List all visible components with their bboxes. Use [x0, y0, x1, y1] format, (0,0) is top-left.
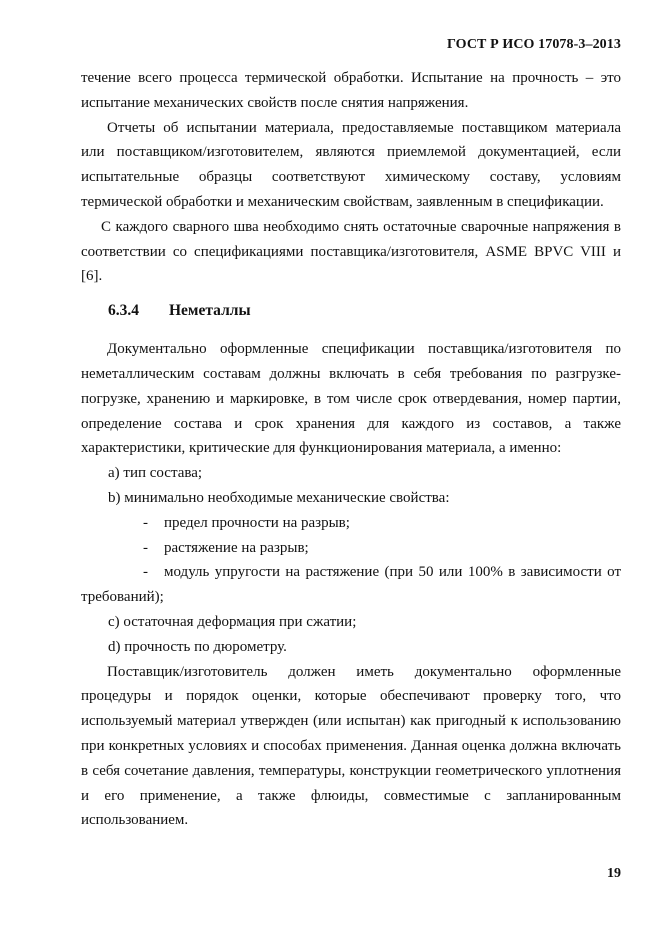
sub-list-item-text: модуль упругости на растяжение (при 50 или 100% в зависимости от требований); [81, 564, 621, 606]
list-item-d: d) прочность по дюрометру. [108, 638, 287, 655]
document-header: ГОСТ Р ИСО 17078-3–2013 [447, 37, 621, 52]
paragraph-nonmetal-specs: Документально оформленные спецификации поставщика/изготовителя по неметаллическим составам должны включать в себя требования по разгрузке-погрузке, хранению и маркировке, в том числе срок отвердевания, номер партии, определение состава и срок хранения для каждого из составов, а также характеристики, критические для функционирования материала, а именно: [81, 341, 621, 457]
paragraph-evaluation: Поставщик/изготовитель должен иметь документально оформленные процедуры и порядок оценки, которые обеспечивают проверку того, что используемый материал утвержден (или испытан) как пригодный к использованию при конкретных условиях и способах применения. Данная оценка должна включать в себя сочетание давления, температуры, конструкции геометрического уплотнения и его применение, а также флюиды, совместимые с запланированным использованием. [81, 663, 621, 829]
section-title: Неметаллы [169, 302, 251, 320]
sub-list-item [81, 536, 621, 561]
section-number: 6.3.4 [108, 302, 139, 320]
sub-list-item-text: растяжение на разрыв; [164, 539, 309, 556]
sub-list-item-text: предел прочности на разрыв; [164, 514, 350, 531]
paragraph-weld-stress: С каждого сварного шва необходимо снять остаточные сварочные напряжения в соответствии со спецификациями поставщика/изготовителя, ASME BPVC VIII и [6]. [81, 218, 621, 285]
paragraph-test-reports: Отчеты об испытании материала, предоставляемые поставщиком материала или поставщиком/изготовителем, являются приемлемой документацией, если испытательные образцы соответствуют химическому составу, условиям термической обработки и механическим свойствам, заявленным в спецификации. [81, 119, 621, 210]
list-item-b: b) минимально необходимые механические свойства: [108, 489, 450, 506]
list-item-c: с) остаточная деформация при сжатии; [108, 613, 357, 630]
dash-marker: - [143, 539, 148, 556]
page-number: 19 [607, 866, 621, 881]
dash-marker: - [143, 514, 148, 531]
paragraph-continuation: течение всего процесса термической обработки. Испытание на прочность – это испытание механических свойств после снятия напряжения. [81, 70, 621, 111]
dash-marker: - [143, 564, 148, 581]
list-item-a: а) тип состава; [108, 465, 203, 482]
sub-list-item [81, 511, 621, 536]
sub-list-item [81, 560, 621, 610]
page-body [81, 66, 621, 833]
section-heading [81, 299, 621, 323]
